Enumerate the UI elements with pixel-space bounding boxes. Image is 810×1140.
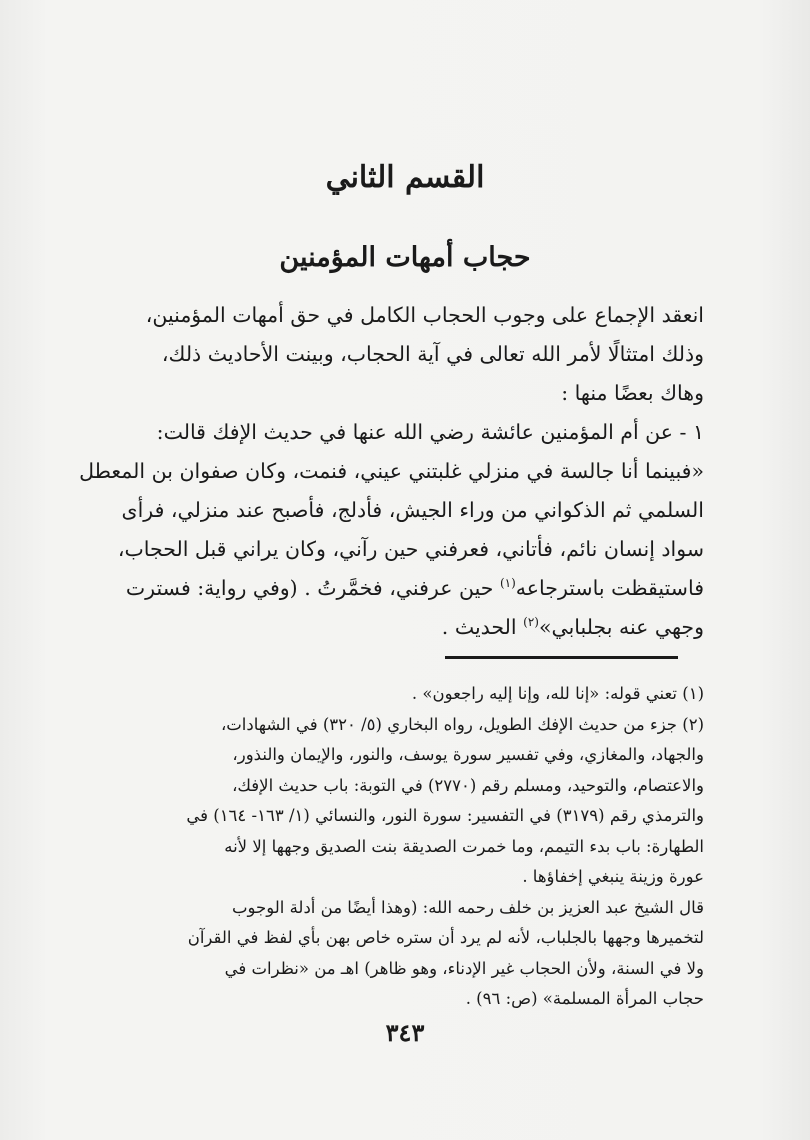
footnote-line: (١) تعني قوله: «إنا لله، وإنا إليه راجعون» . (411, 684, 704, 703)
section-title: القسم الثاني (325, 160, 485, 195)
body-line: سواد إنسان نائم، فأتاني، فعرفني حين رآني، وكان يراني قبل الحجاب، (117, 537, 704, 561)
body-text (79, 296, 704, 647)
body-line (84, 608, 704, 647)
body-text-segment: حين عرفني، فخمَّرتُ . (وفي رواية: فسترت (125, 576, 500, 600)
footnote-line: قال الشيخ عبد العزيز بن خلف رحمه الله: (وهذا أيضًا من أدلة الوجوب (231, 897, 704, 917)
footnote-reference[interactable]: (٢) (523, 615, 539, 630)
body-text-segment: الحديث . (441, 615, 524, 639)
body-text-segment: فاستيقظت باسترجاعه (515, 576, 704, 600)
footnote-line: والجهاد، والمغازي، وفي تفسير سورة يوسف، والنور، والإيمان والنذور، (232, 745, 704, 764)
footnote-line: (٢) جزء من حديث الإفك الطويل، رواه البخاري (٥/ ٣٢٠) في الشهادات، (220, 714, 704, 734)
footnote-line: والترمذي رقم (٣١٧٩) في التفسير: سورة النور، والنسائي (١/ ١٦٣- ١٦٤) في (186, 806, 704, 825)
body-line: السلمي ثم الذكواني من وراء الجيش، فأدلج، فأصبح عند منزلي، فرأى (121, 498, 704, 522)
footnote-line: ولا في السنة، ولأن الحجاب غير الإدناء، وهو ظاهر) اهـ من «نظرات في (224, 958, 704, 978)
footnote-divider (445, 656, 678, 659)
footnote-line: حجاب المرأة المسلمة» (ص: ٩٦) . (465, 989, 704, 1008)
footnote-line: لتخميرها وجهها بالجلباب، لأنه لم يرد أن ستره خاص بهن بأي لفظ في القرآن (187, 928, 704, 947)
body-line: وهاك بعضًا منها : (561, 381, 704, 405)
footnote-line: عورة وزينة ينبغي إخفاؤها . (522, 867, 704, 886)
body-line: «فبينما أنا جالسة في منزلي غلبتني عيني، فنمت، وكان صفوان بن المعطل (79, 459, 704, 483)
footnote-line: والاعتصام، والتوحيد، ومسلم رقم (٢٧٧٠) في التوبة: باب حديث الإفك، (232, 775, 704, 795)
chapter-title: حجاب أمهات المؤمنين (279, 242, 531, 273)
page-number: ٣٤٣ (385, 1018, 425, 1047)
body-line: وذلك امتثالًا لأمر الله تعالى في آية الحجاب، وبينت الأحاديث ذلك، (161, 342, 704, 366)
body-line: انعقد الإجماع على وجوب الحجاب الكامل في حق أمهات المؤمنين، (145, 303, 704, 327)
footnotes (84, 679, 704, 1015)
footnote-reference[interactable]: (١) (499, 576, 516, 591)
footnote-line: الطهارة: باب بدء التيمم، وما خمرت الصديقة بنت الصديق وجهها إلا لأنه (224, 836, 704, 856)
body-line: ١ - عن أم المؤمنين عائشة رضي الله عنها في حديث الإفك قالت: (156, 420, 704, 444)
body-text-segment: وجهي عنه بجلبابي» (538, 615, 704, 639)
body-line (84, 569, 704, 608)
